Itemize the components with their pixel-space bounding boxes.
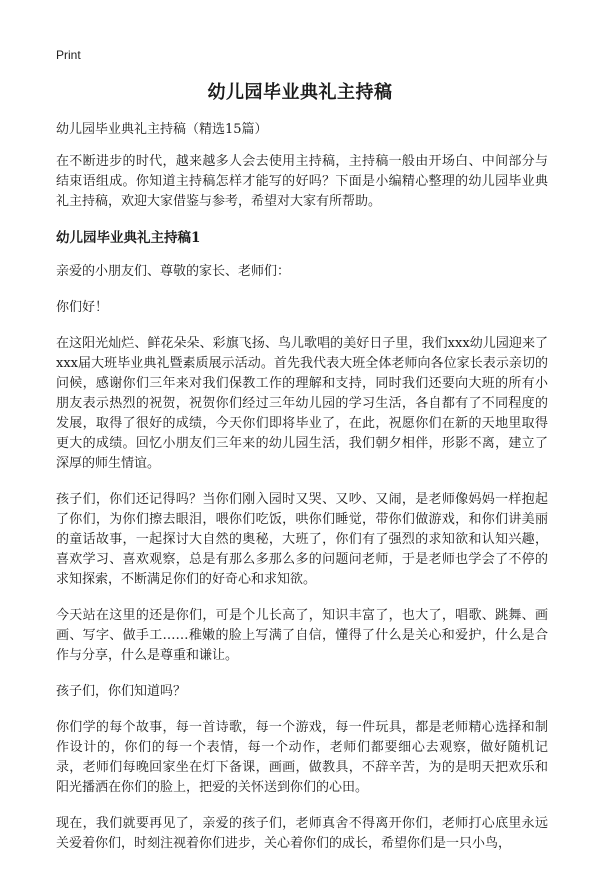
paragraph-farewell: 现在，我们就要再见了，亲爱的孩子们，老师真舍不得离开你们，老师打心底里永远关爱着你们，时刻注视着你们进步，关心着你们的成长，希望你们是一只小鸟， [56,816,548,851]
print-link[interactable]: Print [56,48,81,62]
paragraph-hello: 你们好！ [56,300,109,315]
section-heading: 幼儿园毕业典礼主持稿1 [56,230,201,246]
paragraph-greeting: 亲爱的小朋友们、尊敬的家长、老师们： [56,264,291,279]
paragraph-growth: 今天站在这里的还是你们，可是个儿长高了，知识丰富了，也大了，唱歌、跳舞、画画、写字、做手工……稚嫩的脸上写满了自信，懂得了什么是关心和爱护，什么是合作与分享，什么是尊重和谦让。 [56,608,548,663]
document-subtitle: 幼儿园毕业典礼主持稿（精选15篇） [56,122,268,137]
paragraph-teachers-care: 你们学的每个故事，每一首诗歌，每一个游戏，每一件玩具，都是老师精心选择和制作设计的，你们的每一个表情，每一个动作，老师们都要细心去观察，做好随机记录，老师们每晚回家坐在灯下备课，画画，做教具，不辞辛苦，为的是明天把欢乐和阳光播洒在你们的脸上，把爱的关怀送到你们的心田。 [56,720,548,795]
intro-paragraph: 在不断进步的时代，越来越多人会去使用主持稿，主持稿一般由开场白、中间部分与结束语组成。你知道主持稿怎样才能写的好吗？下面是小编精心整理的幼儿园毕业典礼主持稿，欢迎大家借鉴与参考，希望对大家有所帮助。 [56,154,548,209]
page-title: 幼儿园毕业典礼主持稿 [207,82,393,103]
document-body [56,120,548,870]
paragraph-memories: 孩子们，你们还记得吗？当你们刚入园时又哭、又吵、又闹，是老师像妈妈一样抱起了你们，为你们擦去眼泪，喂你们吃饭，哄你们睡觉，带你们做游戏，和你们讲美丽的童话故事，一起探讨大自然的奥秘，大班了，你们有了强烈的求知欲和认知兴趣，喜欢学习、喜欢观察，总是有那么多那么多的问题问老师，于是老师也学会了不停的求知探索，不断满足你们的好奇心和求知欲。 [56,492,548,587]
paragraph-question: 孩子们，你们知道吗？ [56,684,187,699]
paragraph-opening: 在这阳光灿烂、鲜花朵朵、彩旗飞扬、鸟儿歌唱的美好日子里，我们xxx幼儿园迎来了xxx届大班毕业典礼暨素质展示活动。首先我代表大班全体老师向各位家长表示亲切的问候，感谢你们三年来对我们保教工作的理解和支持，同时我们还要向大班的所有小朋友表示热烈的祝贺，祝贺你们经过三年幼儿园的学习生活，各自都有了不同程度的发展，取得了很好的成绩，今天你们即将毕业了，在此，祝愿你们在新的天地里取得更大的成绩。回忆小朋友们三年来的幼儿园生活，我们朝夕相伴，形影不离，建立了深厚的师生情谊。 [56,336,548,471]
